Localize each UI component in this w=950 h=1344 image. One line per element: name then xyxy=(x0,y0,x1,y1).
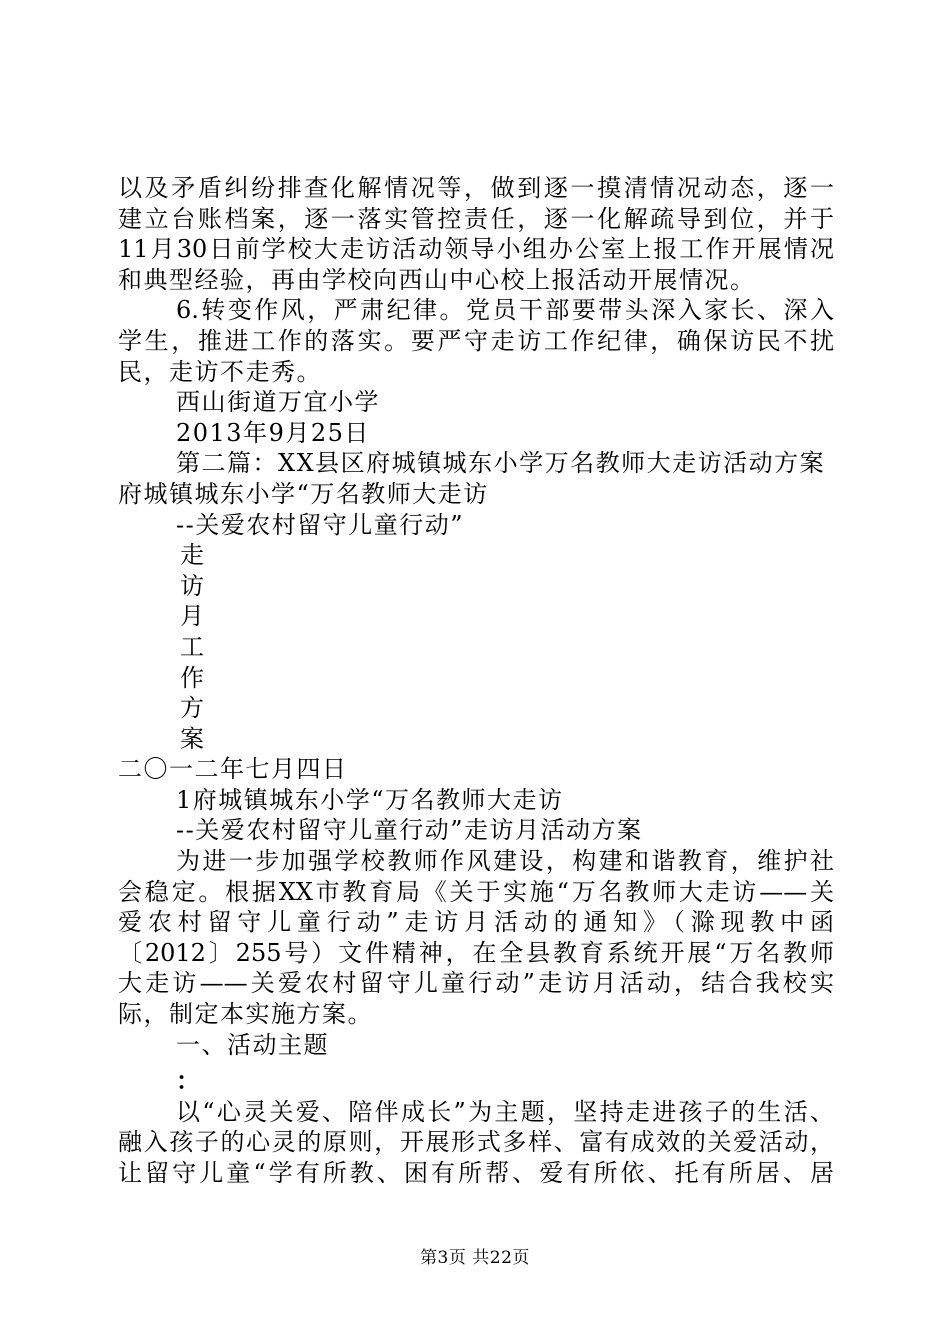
vertical-title-char: 工 xyxy=(180,632,206,661)
body-line: 建立台账档案，逐一落实管控责任，逐一化解疏导到位，并于 xyxy=(118,204,834,233)
vertical-title-char: 方 xyxy=(180,694,206,723)
body-line: 〔2012〕255号）文件精神，在全县教育系统开展“万名教师 xyxy=(118,938,834,967)
body-line: 大走访——关爱农村留守儿童行动”走访月活动，结合我校实 xyxy=(118,969,834,998)
body-line: 让留守儿童“学有所教、困有所帮、爱有所依、托有所居、居 xyxy=(118,1159,834,1187)
title-line: 府城镇城东小学“万名教师大走访 xyxy=(118,479,489,508)
vertical-title-char: 月 xyxy=(180,602,206,631)
signature-date: 2013年9月25日 xyxy=(176,418,370,447)
title-line: --关爱农村留守儿童行动” xyxy=(176,510,464,539)
vertical-title-char: 案 xyxy=(180,724,206,753)
vertical-title-char: 走 xyxy=(180,541,206,570)
body-line: 际，制定本实施方案。 xyxy=(118,1000,373,1029)
body-line: 会稳定。根据XX市教育局《关于实施“万名教师大走访——关 xyxy=(118,877,834,906)
body-line: 11月30日前学校大走访活动领导小组办公室上报工作开展情况 xyxy=(118,235,834,264)
body-line: 爱农村留守儿童行动”走访月活动的通知》（滁现教中函 xyxy=(118,908,834,937)
signature-org: 西山街道万宜小学 xyxy=(176,388,380,417)
body-line: 民，走访不走秀。 xyxy=(118,357,322,386)
body-line: 学生，推进工作的落实。要严守走访工作纪律，确保访民不扰 xyxy=(118,326,834,355)
page-footer: 第3页 共22页 xyxy=(420,1248,530,1268)
body-line: 为进一步加强学校教师作风建设，构建和谐教育，维护社 xyxy=(176,847,834,876)
document-body xyxy=(118,173,834,1189)
vertical-title-char: 作 xyxy=(180,663,206,692)
title-line: --关爱农村留守儿童行动”走访月活动方案 xyxy=(176,816,643,845)
body-line: 以“心灵关爱、陪伴成长”为主题，坚持走进孩子的生活、 xyxy=(176,1097,834,1126)
section-heading: 一、活动主题 xyxy=(176,1030,329,1059)
vertical-title-char: 访 xyxy=(180,571,206,600)
body-line: 6.转变作风，严肃纪律。党员干部要带头深入家长、深入 xyxy=(176,296,834,325)
body-line: 融入孩子的心灵的原则，开展形式多样、富有成效的关爱活动， xyxy=(118,1128,834,1157)
body-line: 以及矛盾纠纷排查化解情况等，做到逐一摸清情况动态，逐一 xyxy=(118,174,834,202)
colon-line: ： xyxy=(176,1066,202,1096)
body-line: 和典型经验，再由学校向西山中心校上报活动开展情况。 xyxy=(118,265,756,294)
date-line: 二〇一二年七月四日 xyxy=(118,755,348,784)
title-line: 1府城镇城东小学“万名教师大走访 xyxy=(176,785,564,814)
section-heading: 第二篇：XX县区府城镇城东小学万名教师大走访活动方案 xyxy=(176,449,826,478)
